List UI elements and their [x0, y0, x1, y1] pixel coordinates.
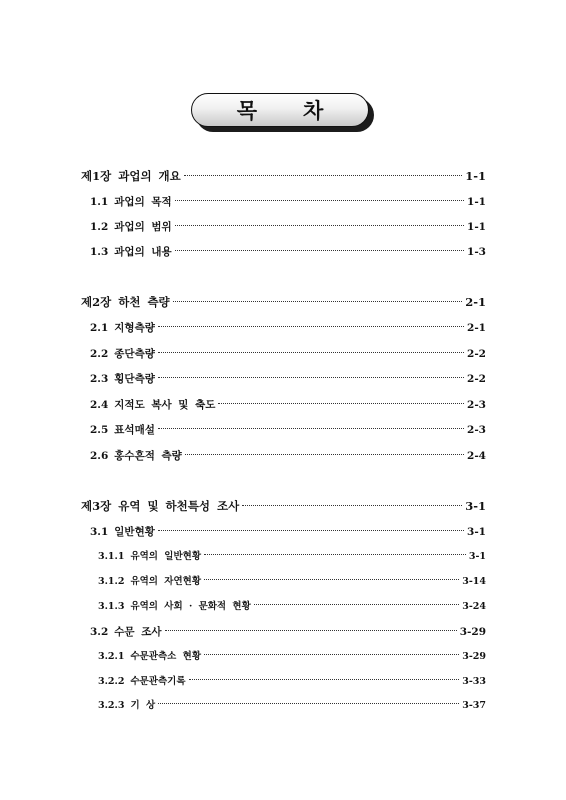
toc-entry-label: 과업의 내용	[114, 246, 172, 258]
toc-page-number: 1-3	[467, 246, 486, 258]
dot-leader	[158, 428, 464, 429]
toc-entry-number: 3.1	[90, 526, 109, 538]
dot-leader	[218, 403, 464, 404]
toc-page-number: 2-4	[467, 450, 486, 462]
toc-chapter-entry[interactable]	[81, 498, 486, 514]
dot-leader	[175, 225, 464, 226]
toc-entry-number: 2.5	[90, 424, 109, 436]
toc-entry-label: 지적도 복사 및 축도	[114, 399, 216, 411]
toc-entry-number: 3.1.3	[98, 601, 125, 612]
toc-page-number: 3-14	[462, 576, 486, 587]
toc-section-entry[interactable]	[90, 397, 486, 413]
dot-leader	[175, 200, 464, 201]
toc-entry-label: 유역의 일반현황	[130, 551, 201, 562]
toc-page-number: 2-1	[467, 322, 486, 334]
toc-page-number: 2-3	[467, 424, 486, 436]
toc-entry-number: 2.1	[90, 322, 109, 334]
dot-leader	[158, 530, 464, 531]
toc-entry-number: 3.2.1	[98, 651, 125, 662]
toc-entry-number: 2.6	[90, 450, 109, 462]
toc-subsection-entry[interactable]	[98, 549, 486, 565]
toc-entry-label: 지형측량	[114, 322, 155, 334]
toc-entry-number: 1.3	[90, 246, 109, 258]
toc-entry-number: 1.2	[90, 221, 109, 233]
toc-page-number: 2-3	[467, 399, 486, 411]
toc-page-number: 1-1	[467, 221, 486, 233]
toc-subsection-entry[interactable]	[98, 674, 486, 690]
toc-page-number: 3-37	[462, 700, 486, 711]
toc-entry-label: 횡단측량	[114, 373, 155, 385]
toc-page-number: 2-2	[467, 373, 486, 385]
toc-section-entry[interactable]	[90, 346, 486, 362]
toc-entry-label: 유역의 사회 · 문화적 현황	[130, 601, 251, 612]
dot-leader	[254, 604, 459, 605]
dot-leader	[204, 554, 466, 555]
toc-chapter-entry[interactable]	[81, 168, 486, 184]
toc-subsection-entry[interactable]	[98, 649, 486, 665]
toc-page-number: 1-1	[465, 169, 486, 183]
dot-leader	[165, 630, 457, 631]
dot-leader	[158, 352, 464, 353]
toc-entry-label: 유역의 자연현황	[130, 576, 201, 587]
toc-entry-number: 3.1.2	[98, 576, 125, 587]
toc-entry-label: 제3장 유역 및 하천특성 조사	[81, 499, 240, 513]
toc-section-entry[interactable]	[90, 371, 486, 387]
toc-page-number: 3-1	[467, 526, 486, 538]
dot-leader	[185, 454, 464, 455]
toc-page-number: 3-29	[462, 651, 486, 662]
toc-page-number: 2-2	[467, 348, 486, 360]
dot-leader	[158, 703, 459, 704]
toc-entry-label: 종단측량	[114, 348, 155, 360]
toc-page-number: 3-1	[465, 499, 486, 513]
toc-entry-label: 과업의 범위	[114, 221, 172, 233]
dot-leader	[158, 377, 464, 378]
toc-section-entry[interactable]	[90, 524, 486, 540]
toc-entry-label: 표석매설	[114, 424, 155, 436]
toc-entry-label: 수문관측기록	[130, 676, 186, 687]
toc-section-entry[interactable]	[90, 320, 486, 336]
toc-section-entry[interactable]	[90, 194, 486, 210]
toc-page-number: 3-24	[462, 601, 486, 612]
dot-leader	[173, 301, 463, 302]
toc-entry-label: 제1장 과업의 개요	[81, 169, 181, 183]
dot-leader	[204, 654, 459, 655]
toc-subsection-entry[interactable]	[98, 698, 486, 714]
toc-entry-label: 수문 조사	[114, 626, 162, 638]
toc-entry-label: 일반현황	[114, 526, 155, 538]
page-title: 목차	[236, 99, 370, 123]
toc-entry-number: 3.2	[90, 626, 109, 638]
toc-subsection-entry[interactable]	[98, 574, 486, 590]
dot-leader	[204, 579, 459, 580]
toc-entry-number: 2.4	[90, 399, 109, 411]
dot-leader	[184, 175, 462, 176]
toc-entry-label: 과업의 목적	[114, 196, 172, 208]
dot-leader	[242, 505, 462, 506]
toc-section-entry[interactable]	[90, 448, 486, 464]
toc-entry-number: 3.2.3	[98, 700, 125, 711]
toc-page-number: 1-1	[467, 196, 486, 208]
toc-entry-number: 2.2	[90, 348, 109, 360]
toc-section-entry[interactable]	[90, 422, 486, 438]
toc-section-entry[interactable]	[90, 244, 486, 260]
toc-page-number: 3-33	[462, 676, 486, 687]
toc-page-number: 2-1	[465, 295, 486, 309]
toc-entry-number: 2.3	[90, 373, 109, 385]
toc-entry-number: 3.1.1	[98, 551, 125, 562]
toc-subsection-entry[interactable]	[98, 599, 486, 615]
toc-entry-number: 3.2.2	[98, 676, 125, 687]
toc-entry-number: 1.1	[90, 196, 109, 208]
toc-section-entry[interactable]	[90, 624, 486, 640]
toc-entry-label: 기 상	[130, 700, 156, 711]
toc-entry-label: 수문관측소 현황	[130, 651, 201, 662]
dot-leader	[189, 679, 460, 680]
toc-entry-label: 제2장 하천 측량	[81, 295, 170, 309]
toc-page-number: 3-1	[468, 551, 486, 562]
toc-entry-label: 홍수흔적 측량	[114, 450, 182, 462]
dot-leader	[158, 326, 464, 327]
dot-leader	[175, 250, 464, 251]
toc-chapter-entry[interactable]	[81, 294, 486, 310]
toc-section-entry[interactable]	[90, 219, 486, 235]
toc-page-number: 3-29	[459, 626, 486, 638]
